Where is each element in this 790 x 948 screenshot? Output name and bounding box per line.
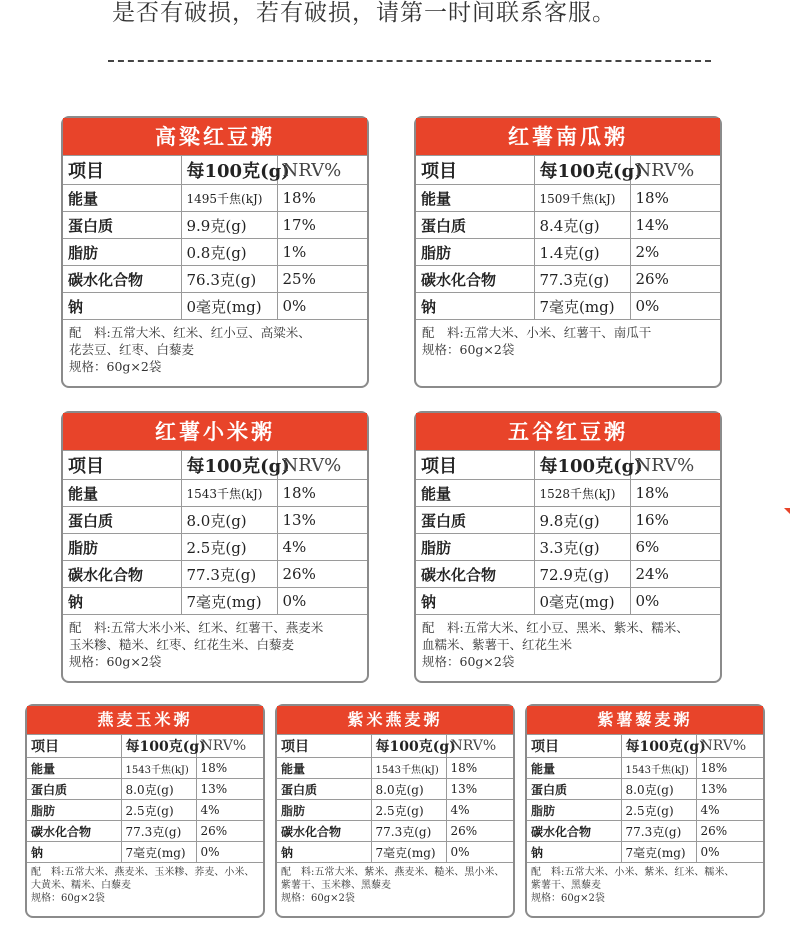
table-row <box>63 212 367 239</box>
nutrient-nrv: 4% <box>696 800 763 821</box>
table-header-row <box>63 451 367 480</box>
nutrient-label: 碳水化合物 <box>63 266 181 293</box>
spec-text: 规格：60g×2袋 <box>531 893 605 904</box>
nutrient-label: 碳水化合物 <box>27 821 121 842</box>
nutrient-value: 0.8克(g) <box>181 239 277 266</box>
nutrient-nrv: 2% <box>630 239 720 266</box>
dashed-divider <box>108 60 711 62</box>
header-item: 项目 <box>416 156 534 185</box>
header-nrv: NRV% <box>277 156 367 185</box>
table-header-row <box>63 156 367 185</box>
nutrient-nrv: 6% <box>630 534 720 561</box>
product-title: 红薯小米粥 <box>63 413 367 450</box>
ingredients-line: 玉米糁、糙米、红枣、红花生米、白藜麦 <box>69 637 295 652</box>
ingredients-block <box>527 863 763 905</box>
nutrient-value: 7毫克(mg) <box>371 842 446 863</box>
product-title: 高粱红豆粥 <box>63 118 367 155</box>
nutrient-value: 7毫克(mg) <box>121 842 196 863</box>
nutrient-value: 7毫克(mg) <box>181 588 277 615</box>
table-row <box>527 779 763 800</box>
nutrient-nrv: 18% <box>630 480 720 507</box>
ingredients-block <box>416 615 720 670</box>
nutrient-label: 能量 <box>27 758 121 779</box>
table-row <box>416 293 720 320</box>
table-row <box>527 758 763 779</box>
nutrient-nrv: 0% <box>630 588 720 615</box>
ingredients-line: 配 料:五常大米小米、红米、红薯干、燕麦米 <box>69 620 324 635</box>
corner-mark-icon <box>784 508 790 514</box>
nutrient-value: 1543千焦(kJ) <box>621 758 696 779</box>
header-item: 项目 <box>527 735 621 758</box>
table-header-row <box>416 156 720 185</box>
table-row <box>63 507 367 534</box>
nutrition-table <box>416 450 720 615</box>
nutrient-nrv: 18% <box>696 758 763 779</box>
ingredients-line: 紫薯干、黑藜麦 <box>531 880 601 891</box>
nutrient-nrv: 0% <box>446 842 513 863</box>
table-row <box>416 588 720 615</box>
nutrient-nrv: 4% <box>277 534 367 561</box>
nutrient-nrv: 0% <box>196 842 263 863</box>
nutrient-value: 1543千焦(kJ) <box>121 758 196 779</box>
ingredients-line: 花芸豆、红枣、白藜麦 <box>69 342 195 357</box>
header-per100g: 每100克(g) <box>121 735 196 758</box>
nutrient-nrv: 26% <box>196 821 263 842</box>
nutrition-table <box>63 155 367 320</box>
nutrient-value: 3.3克(g) <box>534 534 630 561</box>
nutrient-label: 蛋白质 <box>416 507 534 534</box>
nutrient-value: 7毫克(mg) <box>621 842 696 863</box>
table-row <box>277 821 513 842</box>
nutrient-value: 0毫克(mg) <box>181 293 277 320</box>
table-row <box>27 842 263 863</box>
nutrient-label: 钠 <box>277 842 371 863</box>
nutrient-value: 9.8克(g) <box>534 507 630 534</box>
header-per100g: 每100克(g) <box>371 735 446 758</box>
nutrient-label: 碳水化合物 <box>527 821 621 842</box>
nutrient-value: 77.3克(g) <box>181 561 277 588</box>
table-row <box>416 480 720 507</box>
nutrient-nrv: 13% <box>696 779 763 800</box>
table-row <box>416 185 720 212</box>
nutrient-nrv: 0% <box>277 293 367 320</box>
nutrient-label: 能量 <box>277 758 371 779</box>
nutrient-label: 碳水化合物 <box>63 561 181 588</box>
nutrient-value: 0毫克(mg) <box>534 588 630 615</box>
nutrient-nrv: 1% <box>277 239 367 266</box>
product-title: 红薯南瓜粥 <box>416 118 720 155</box>
nutrient-nrv: 4% <box>196 800 263 821</box>
nutrient-label: 能量 <box>416 480 534 507</box>
nutrient-nrv: 0% <box>277 588 367 615</box>
table-row <box>416 534 720 561</box>
table-row <box>27 779 263 800</box>
nutrient-value: 77.3克(g) <box>371 821 446 842</box>
nutrient-nrv: 0% <box>630 293 720 320</box>
top-note: 是否有破损，若有破损，请第一时间联系客服。 <box>112 0 616 26</box>
header-per100g: 每100克(g) <box>181 156 277 185</box>
nutrient-label: 钠 <box>416 293 534 320</box>
spec-text: 规格：60g×2袋 <box>422 654 515 669</box>
nutrient-label: 能量 <box>63 185 181 212</box>
nutrient-nrv: 26% <box>630 266 720 293</box>
nutrient-label: 脂肪 <box>63 534 181 561</box>
product-title: 紫米燕麦粥 <box>277 706 513 734</box>
nutrient-nrv: 18% <box>630 185 720 212</box>
nutrient-value: 77.3克(g) <box>121 821 196 842</box>
table-row <box>527 842 763 863</box>
nutrient-label: 能量 <box>527 758 621 779</box>
nutrient-value: 1495千焦(kJ) <box>181 185 277 212</box>
nutrient-label: 脂肪 <box>416 534 534 561</box>
table-header-row <box>27 735 263 758</box>
nutrient-nrv: 18% <box>277 480 367 507</box>
nutrient-value: 72.9克(g) <box>534 561 630 588</box>
ingredients-block <box>27 863 263 905</box>
table-row <box>63 185 367 212</box>
nutrient-value: 1.4克(g) <box>534 239 630 266</box>
table-row <box>416 212 720 239</box>
table-row <box>277 758 513 779</box>
table-row <box>63 588 367 615</box>
header-nrv: NRV% <box>630 451 720 480</box>
table-header-row <box>277 735 513 758</box>
nutrient-label: 蛋白质 <box>63 507 181 534</box>
nutrient-value: 2.5克(g) <box>181 534 277 561</box>
nutrient-value: 2.5克(g) <box>121 800 196 821</box>
nutrient-value: 8.0克(g) <box>181 507 277 534</box>
nutrition-table <box>27 734 263 863</box>
table-row <box>63 266 367 293</box>
nutrient-nrv: 26% <box>277 561 367 588</box>
nutrient-nrv: 26% <box>446 821 513 842</box>
table-row <box>27 800 263 821</box>
nutrient-nrv: 26% <box>696 821 763 842</box>
nutrition-table <box>416 155 720 320</box>
header-nrv: NRV% <box>696 735 763 758</box>
table-row <box>27 758 263 779</box>
ingredients-line: 配 料:五常大米、燕麦米、玉米糁、荞麦、小米、 <box>31 867 255 878</box>
ingredients-block <box>277 863 513 905</box>
nutrient-label: 钠 <box>416 588 534 615</box>
table-row <box>63 293 367 320</box>
nutrition-card <box>414 116 722 388</box>
ingredients-line: 配 料:五常大米、红米、红小豆、高粱米、 <box>69 325 311 340</box>
nutrient-value: 2.5克(g) <box>371 800 446 821</box>
table-row <box>27 821 263 842</box>
nutrient-value: 1543千焦(kJ) <box>181 480 277 507</box>
nutrient-label: 蛋白质 <box>277 779 371 800</box>
ingredients-block <box>63 320 367 375</box>
table-row <box>63 561 367 588</box>
nutrient-label: 能量 <box>63 480 181 507</box>
header-per100g: 每100克(g) <box>181 451 277 480</box>
ingredients-line: 配 料:五常大米、小米、红薯干、南瓜干 <box>422 325 652 340</box>
spec-text: 规格：60g×2袋 <box>281 893 355 904</box>
nutrient-value: 2.5克(g) <box>621 800 696 821</box>
nutrient-nrv: 16% <box>630 507 720 534</box>
nutrient-value: 1509千焦(kJ) <box>534 185 630 212</box>
ingredients-line: 大黄米、糯米、白藜麦 <box>31 880 131 891</box>
nutrition-card <box>525 704 765 918</box>
table-header-row <box>416 451 720 480</box>
nutrient-nrv: 14% <box>630 212 720 239</box>
nutrient-label: 碳水化合物 <box>416 561 534 588</box>
nutrient-value: 9.9克(g) <box>181 212 277 239</box>
nutrient-value: 77.3克(g) <box>534 266 630 293</box>
nutrient-value: 8.4克(g) <box>534 212 630 239</box>
nutrient-nrv: 24% <box>630 561 720 588</box>
nutrient-label: 脂肪 <box>527 800 621 821</box>
nutrient-label: 钠 <box>527 842 621 863</box>
nutrient-nrv: 17% <box>277 212 367 239</box>
header-item: 项目 <box>277 735 371 758</box>
nutrient-label: 脂肪 <box>416 239 534 266</box>
nutrient-label: 钠 <box>27 842 121 863</box>
nutrition-card <box>61 411 369 683</box>
header-per100g: 每100克(g) <box>534 156 630 185</box>
header-item: 项目 <box>63 156 181 185</box>
nutrient-value: 77.3克(g) <box>621 821 696 842</box>
nutrient-label: 脂肪 <box>27 800 121 821</box>
ingredients-line: 配 料:五常大米、紫米、燕麦米、糙米、黑小米、 <box>281 867 505 878</box>
table-row <box>63 534 367 561</box>
table-row <box>416 561 720 588</box>
nutrition-card <box>275 704 515 918</box>
nutrient-nrv: 25% <box>277 266 367 293</box>
nutrition-table <box>63 450 367 615</box>
nutrition-card <box>61 116 369 388</box>
table-row <box>277 779 513 800</box>
header-nrv: NRV% <box>196 735 263 758</box>
header-nrv: NRV% <box>277 451 367 480</box>
nutrient-nrv: 0% <box>696 842 763 863</box>
ingredients-block <box>416 320 720 358</box>
header-per100g: 每100克(g) <box>534 451 630 480</box>
nutrient-nrv: 13% <box>277 507 367 534</box>
header-per100g: 每100克(g) <box>621 735 696 758</box>
product-title: 紫薯藜麦粥 <box>527 706 763 734</box>
nutrient-label: 蛋白质 <box>27 779 121 800</box>
table-row <box>416 266 720 293</box>
nutrient-value: 1543千焦(kJ) <box>371 758 446 779</box>
nutrient-label: 蛋白质 <box>416 212 534 239</box>
nutrient-label: 蛋白质 <box>63 212 181 239</box>
table-row <box>416 239 720 266</box>
table-row <box>277 800 513 821</box>
nutrient-label: 钠 <box>63 293 181 320</box>
nutrition-table <box>277 734 513 863</box>
nutrition-card <box>25 704 265 918</box>
header-nrv: NRV% <box>630 156 720 185</box>
ingredients-line: 配 料:五常大米、小米、紫米、红米、糯米、 <box>531 867 735 878</box>
spec-text: 规格：60g×2袋 <box>69 654 162 669</box>
nutrient-label: 碳水化合物 <box>277 821 371 842</box>
nutrient-value: 1528千焦(kJ) <box>534 480 630 507</box>
nutrient-nrv: 13% <box>196 779 263 800</box>
header-item: 项目 <box>27 735 121 758</box>
nutrient-label: 钠 <box>63 588 181 615</box>
ingredients-line: 血糯米、紫薯干、红花生米 <box>422 637 573 652</box>
ingredients-line: 配 料:五常大米、红小豆、黑米、紫米、糯米、 <box>422 620 689 635</box>
ingredients-block <box>63 615 367 670</box>
spec-text: 规格：60g×2袋 <box>69 359 162 374</box>
ingredients-line: 紫薯干、玉米糁、黑藜麦 <box>281 880 391 891</box>
nutrition-table <box>527 734 763 863</box>
nutrient-value: 8.0克(g) <box>621 779 696 800</box>
header-item: 项目 <box>416 451 534 480</box>
nutrient-label: 脂肪 <box>63 239 181 266</box>
table-header-row <box>527 735 763 758</box>
nutrient-label: 蛋白质 <box>527 779 621 800</box>
spec-text: 规格：60g×2袋 <box>31 893 105 904</box>
nutrient-nrv: 18% <box>446 758 513 779</box>
table-row <box>416 507 720 534</box>
product-title: 燕麦玉米粥 <box>27 706 263 734</box>
table-row <box>277 842 513 863</box>
table-row <box>63 239 367 266</box>
table-row <box>527 800 763 821</box>
nutrient-nrv: 4% <box>446 800 513 821</box>
nutrient-nrv: 18% <box>277 185 367 212</box>
header-item: 项目 <box>63 451 181 480</box>
nutrition-card <box>414 411 722 683</box>
nutrient-nrv: 18% <box>196 758 263 779</box>
table-row <box>527 821 763 842</box>
nutrient-label: 碳水化合物 <box>416 266 534 293</box>
nutrient-value: 76.3克(g) <box>181 266 277 293</box>
header-nrv: NRV% <box>446 735 513 758</box>
table-row <box>63 480 367 507</box>
nutrient-nrv: 13% <box>446 779 513 800</box>
nutrient-value: 8.0克(g) <box>121 779 196 800</box>
nutrient-label: 能量 <box>416 185 534 212</box>
spec-text: 规格：60g×2袋 <box>422 342 515 357</box>
nutrient-value: 8.0克(g) <box>371 779 446 800</box>
nutrient-value: 7毫克(mg) <box>534 293 630 320</box>
product-title: 五谷红豆粥 <box>416 413 720 450</box>
nutrient-label: 脂肪 <box>277 800 371 821</box>
